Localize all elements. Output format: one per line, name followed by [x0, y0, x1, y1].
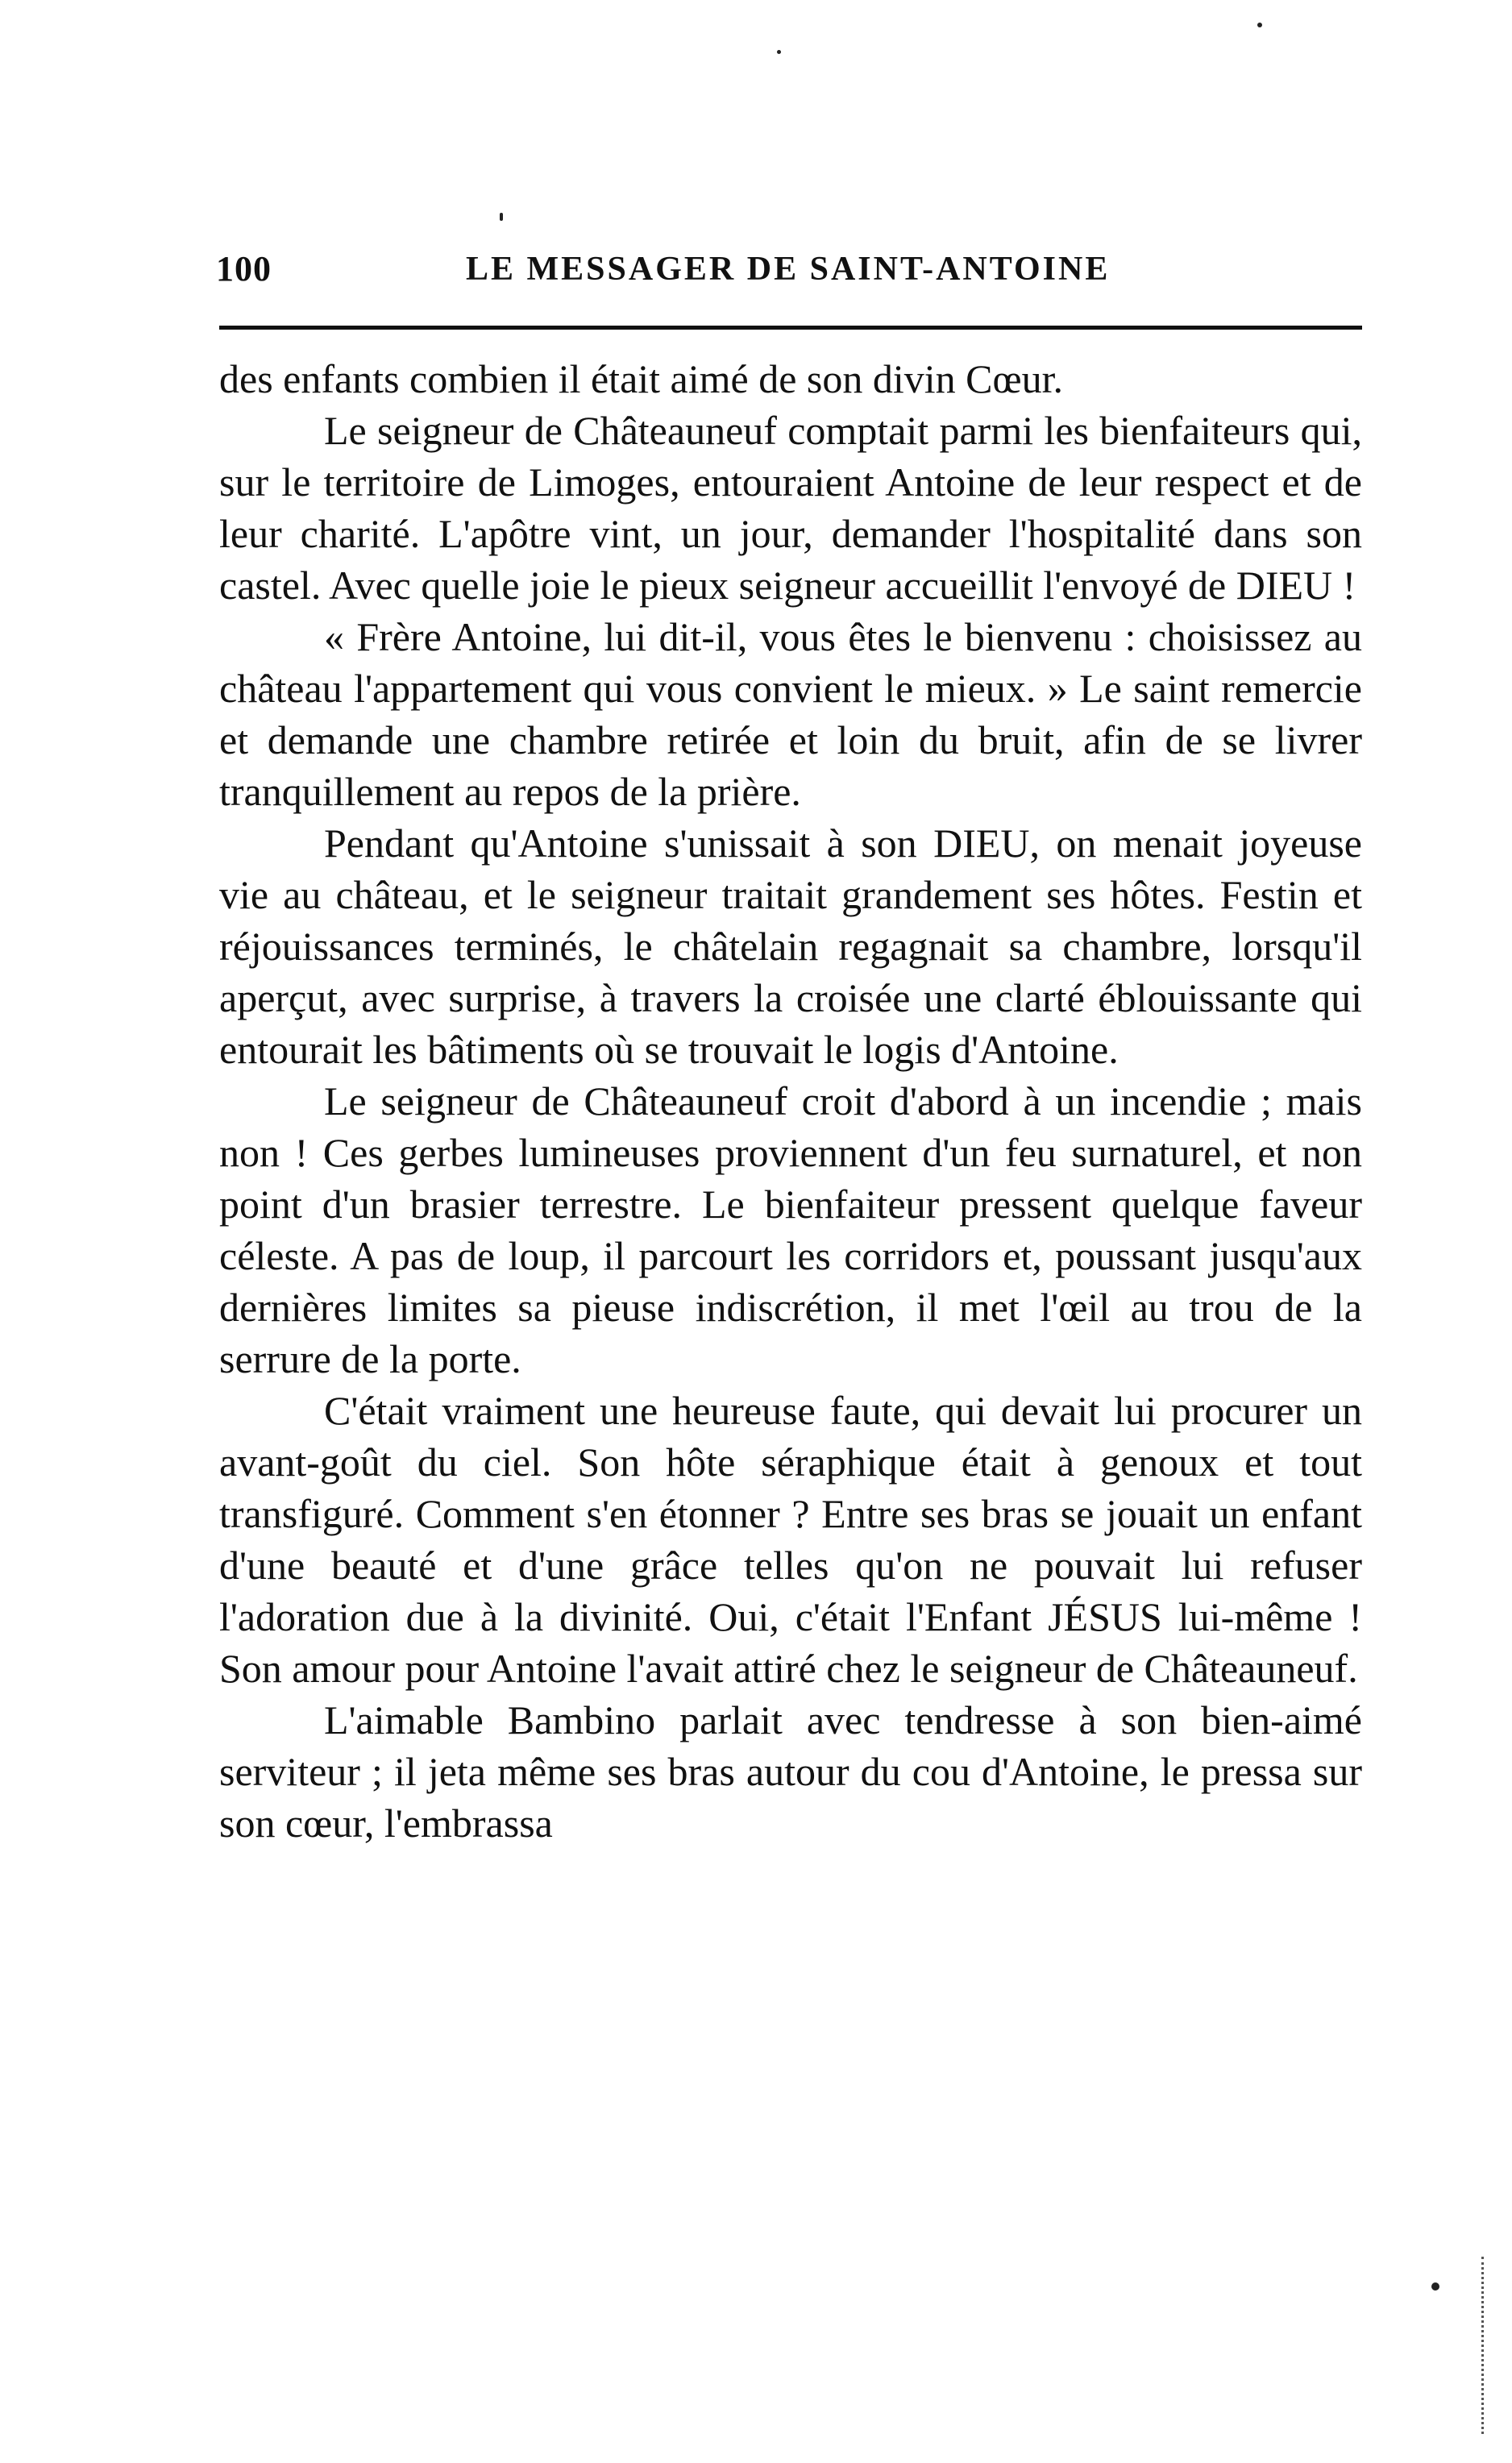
paragraph: des enfants combien il était aimé de son divin Cœur.	[219, 356, 1063, 401]
paragraph: Le seigneur de Châteauneuf croit d'abord à un incendie ; mais non ! Ces gerbes lumineuses proviennent d'un feu surnaturel, et non point d'un brasier terrestre. Le bienfaiteur pressent quelque faveur céleste. A pas de loup, il parcourt les corridors et, poussant jusqu'aux dernières limites sa pieuse indiscrétion, il met l'œil au trou de la serrure de la porte.	[219, 1078, 1362, 1381]
paragraph: Le seigneur de Châteauneuf comptait parmi les bienfaiteurs qui, sur le territoire de Limoges, entouraient Antoine de leur respect et de leur charité. L'apôtre vint, un jour, demander l'hospitalité dans son castel. Avec quelle joie le pieux seigneur accueillit l'envoyé de DIEU !	[219, 408, 1362, 608]
scan-edge-marks	[1481, 2257, 1489, 2434]
paragraph: Pendant qu'Antoine s'unissait à son DIEU, on menait joyeuse vie au château, et le seigneur traitait grandement ses hôtes. Festin et réjouissances terminés, le châtelain regagnait sa chambre, lorsqu'il aperçut, avec surprise, à travers la croisée une clarté éblouissante qui entourait les bâtiments où se trouvait le logis d'Antoine.	[219, 820, 1362, 1072]
running-title: LE MESSAGER DE SAINT-ANTOINE	[466, 251, 1111, 288]
page-header	[216, 248, 1360, 297]
paragraph: C'était vraiment une heureuse faute, qui devait lui procurer un avant-goût du ciel. Son hôte séraphique était à genoux et tout transfiguré. Comment s'en étonner ? Entre ses bras se jouait un enfant d'une beauté et d'une grâce telles qu'on ne pouvait lui refuser l'adoration due à la divinité. Oui, c'était l'Enfant JÉSUS lui-même ! Son amour pour Antoine l'avait attiré chez le seigneur de Châteauneuf.	[219, 1388, 1362, 1691]
paragraph: L'aimable Bambino parlait avec tendresse à son bien-aimé serviteur ; il jeta même ses bras autour du cou d'Antoine, le pressa sur son cœur, l'embrassa	[219, 1697, 1362, 1846]
scan-speck	[1431, 2282, 1439, 2291]
scan-speck	[500, 213, 503, 221]
scan-speck	[777, 50, 781, 54]
page-number: 100	[216, 249, 272, 289]
body-text	[219, 353, 1362, 1849]
header-rule	[219, 326, 1362, 330]
paragraph: « Frère Antoine, lui dit-il, vous êtes le bienvenu : choisissez au château l'appartement qui vous convient le mieux. » Le saint remercie et demande une chambre retirée et loin du bruit, afin de se livrer tranquillement au repos de la prière.	[219, 614, 1362, 814]
scan-speck	[1257, 23, 1262, 27]
